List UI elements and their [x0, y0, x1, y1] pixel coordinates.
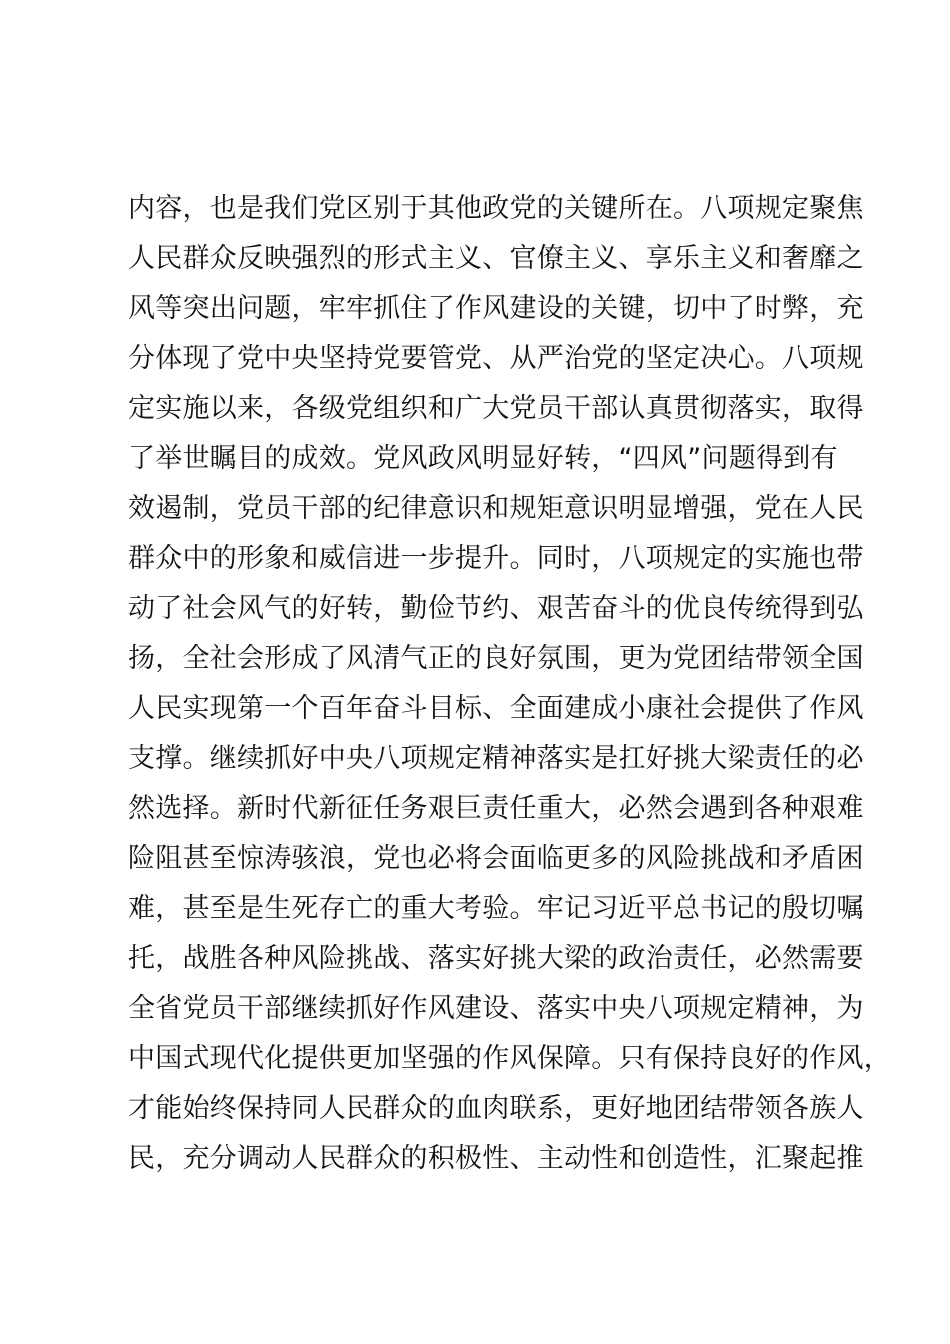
text-line: 动了社会风气的好转，勤俭节约、艰苦奋斗的优良传统得到弘	[128, 593, 864, 624]
text-line: 才能始终保持同人民群众的血肉联系，更好地团结带领各族人	[128, 1093, 864, 1124]
text-line: 内容，也是我们党区别于其他政党的关键所在。八项规定聚焦	[128, 193, 864, 224]
text-line: 难，甚至是生死存亡的重大考验。牢记习近平总书记的殷切嘱	[128, 893, 864, 924]
text-line: 群众中的形象和威信进一步提升。同时，八项规定的实施也带	[128, 543, 864, 574]
text-line: 全省党员干部继续抓好作风建设、落实中央八项规定精神，为	[128, 993, 864, 1024]
text-line: 效遏制，党员干部的纪律意识和规矩意识明显增强，党在人民	[128, 493, 864, 524]
text-line: 支撑。继续抓好中央八项规定精神落实是扛好挑大梁责任的必	[128, 743, 864, 774]
text-line: 分体现了党中央坚持党要管党、从严治党的坚定决心。八项规	[128, 343, 864, 374]
text-line: 风等突出问题，牢牢抓住了作风建设的关键，切中了时弊，充	[128, 293, 864, 324]
body-text	[128, 184, 891, 1184]
text-line: 中国式现代化提供更加坚强的作风保障。只有保持良好的作风，	[128, 1043, 891, 1074]
text-line: 人民群众反映强烈的形式主义、官僚主义、享乐主义和奢靡之	[128, 243, 864, 274]
text-line: 险阻甚至惊涛骇浪，党也必将会面临更多的风险挑战和矛盾困	[128, 843, 864, 874]
text-line: 了举世瞩目的成效。党风政风明显好转，“四风”问题得到有	[128, 443, 838, 474]
text-line: 定实施以来，各级党组织和广大党员干部认真贯彻落实，取得	[128, 393, 864, 424]
text-line: 人民实现第一个百年奋斗目标、全面建成小康社会提供了作风	[128, 693, 864, 724]
text-line: 然选择。新时代新征任务艰巨责任重大，必然会遇到各种艰难	[128, 793, 864, 824]
text-line: 扬，全社会形成了风清气正的良好氛围，更为党团结带领全国	[128, 643, 864, 674]
text-line: 民，充分调动人民群众的积极性、主动性和创造性，汇聚起推	[128, 1143, 864, 1174]
text-line: 托，战胜各种风险挑战、落实好挑大梁的政治责任，必然需要	[128, 943, 864, 974]
